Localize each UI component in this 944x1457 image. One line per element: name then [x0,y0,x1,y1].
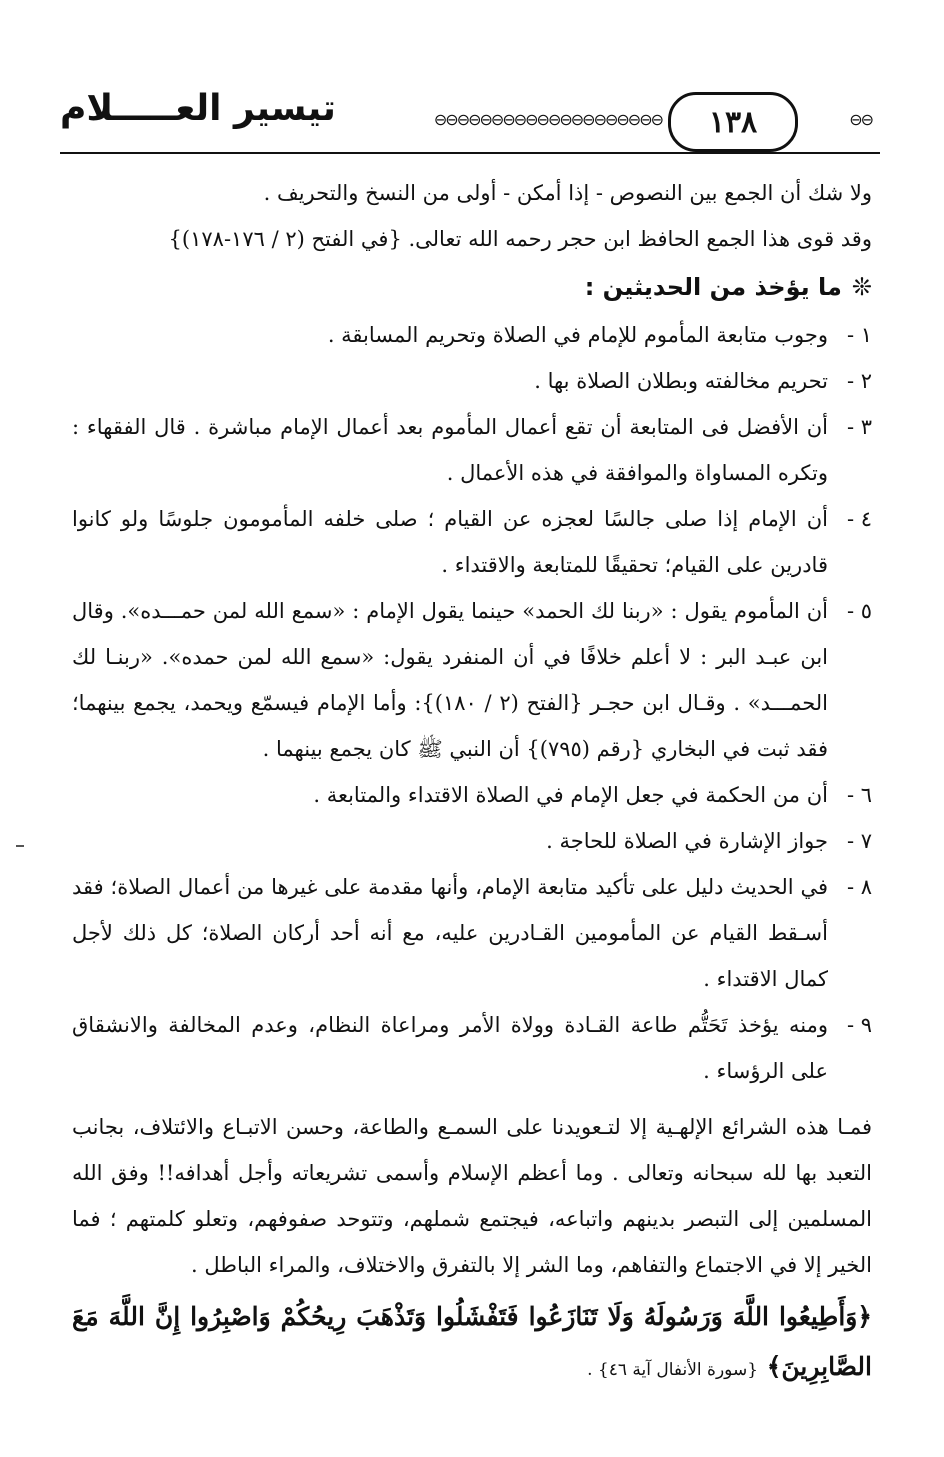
list-item-number: ٩ - [846,1013,872,1037]
list-item-text: أن من الحكمة في جعل الإمام في الصلاة الاقتداء والمتابعة . [313,783,828,807]
paragraph-citation: وقد قوى هذا الجمع الحافظ ابن حجر رحمه الله تعالى. {في الفتح (٢ / ١٧٦-١٧٨)} [168,227,872,251]
star-icon: ❊ [851,273,872,301]
list-item-text: تحريم مخالفته وبطلان الصلاة بها . [534,369,828,393]
list-item-number: ٧ - [846,829,872,853]
body-text [72,170,872,1395]
list-item [72,818,872,864]
list-item-number: ٨ - [846,875,872,899]
list-item [72,772,872,818]
spacer [72,1094,872,1104]
list-item-number: ٥ - [846,599,872,623]
list-item [72,312,872,358]
list-item-text: في الحديث دليل على تأكيد متابعة الإمام، وأنها مقدمة على غيرها من أعمال الصلاة؛ فقد أسـقط القيام عن المأمومين القـادرين عليه، مع أنه أحد أركان الصلاة؛ كل ذلك لأجل كمال الاقتداء . [72,875,828,991]
list-item [72,404,872,496]
paragraph-intro: ولا شك أن الجمع بين النصوص - إذا أمكن - أولى من النسخ والتحريف . [263,181,872,205]
margin-mark [16,845,24,847]
header-rule [60,152,880,154]
list-item [72,1002,872,1094]
list-item-number: ١ - [846,323,872,347]
list-item-text: جواز الإشارة في الصلاة للحاجة . [546,829,828,853]
page-number: ١٣٨ [668,92,798,152]
list-item-text: ومنه يؤخذ تَحَتُّم طاعة القـادة وولاة الأمر ومراعاة النظام، وعدم المخالفة والانشقاق على الرؤساء . [72,1013,828,1083]
list-item [72,864,872,1002]
page-header [60,88,880,158]
list-item-number: ٦ - [846,783,872,807]
list-item [72,588,872,772]
list-item-number: ٤ - [846,507,872,531]
list-item-text: أن الإمام إذا صلى جالسًا لعجزه عن القيام ؛ صلى خلفه المأمومون جلوسًا ولو كانوا قادرين على القيام؛ تحقيقًا للمتابعة والاقتداء . [72,507,828,577]
list-item-text: وجوب متابعة المأموم للإمام في الصلاة وتحريم المسابقة . [327,323,828,347]
section-heading [72,264,872,310]
list-item-number: ٣ - [846,415,872,439]
list-item [72,496,872,588]
paragraph-closing: فمـا هذه الشرائع الإلهـية إلا لتـعويدنا على السمـع والطاعة، وحسن الاتبـاع والائتلاف، بجانب التعبد بها لله سبحانه وتعالى . وما أعظم الإسلام وأسمى تشريعاته وأجل أهدافه!! وفق الله المسلمين إلى التبصر بدينهم واتباعه، فيجتمع شملهم، وتتوحد صفوفهم، وتعلو كلمتهم ؛ فما الخير إلا في الاجتماع والتفاهم، وما الشر إلا بالتفرق والاختلاف، والمراء الباطل . [72,1115,872,1277]
verse-reference: {سورة الأنفال آية ٤٦} . [587,1360,759,1380]
header-ornament-right: ⊖⊖ [849,110,872,129]
list-item [72,358,872,404]
quran-verse [72,1292,872,1395]
header-ornament-line: ⊖⊖⊖⊖⊖⊖⊖⊖⊖⊖⊖⊖⊖⊖⊖⊖⊖⊖⊖⊖ [433,110,662,129]
quran-verse-text: ﴿وَأَطِيعُوا اللَّهَ وَرَسُولَهُ وَلَا تَنَازَعُوا فَتَفْشَلُوا وَتَذْهَبَ رِيحُكُمْ وَاصْبِرُوا إِنَّ اللَّهَ مَعَ الصَّابِرِينَ﴾ [72,1302,872,1381]
section-heading-text: ما يؤخذ من الحديثين : [584,273,842,301]
list-item-number: ٢ - [846,369,872,393]
book-title: تيسير العـــــلام [60,88,336,129]
list-item-text: أن المأموم يقول : «ربنا لك الحمد» حينما يقول الإمام : «سمع الله لمن حمـــده». وقال ابن عبـد البر : لا أعلم خلافًا في أن المنفرد يقول: «سمع الله لمن حمده». «ربنـا لك الحمـــد» . وقـال ابن حجـر {الفتح (٢ / ١٨٠)}: وأما الإمام فيسمّع ويحمد، يجمع بينهما؛ فقد ثبت في البخاري {رقم (٧٩٥)} أن النبي ﷺ كان يجمع بينهما . [72,599,828,761]
list-item-text: أن الأفضل فى المتابعة أن تقع أعمال المأموم بعد أعمال الإمام مباشرة . قال الفقهاء : وتكره المساواة والموافقة في هذه الأعمال . [72,415,828,485]
